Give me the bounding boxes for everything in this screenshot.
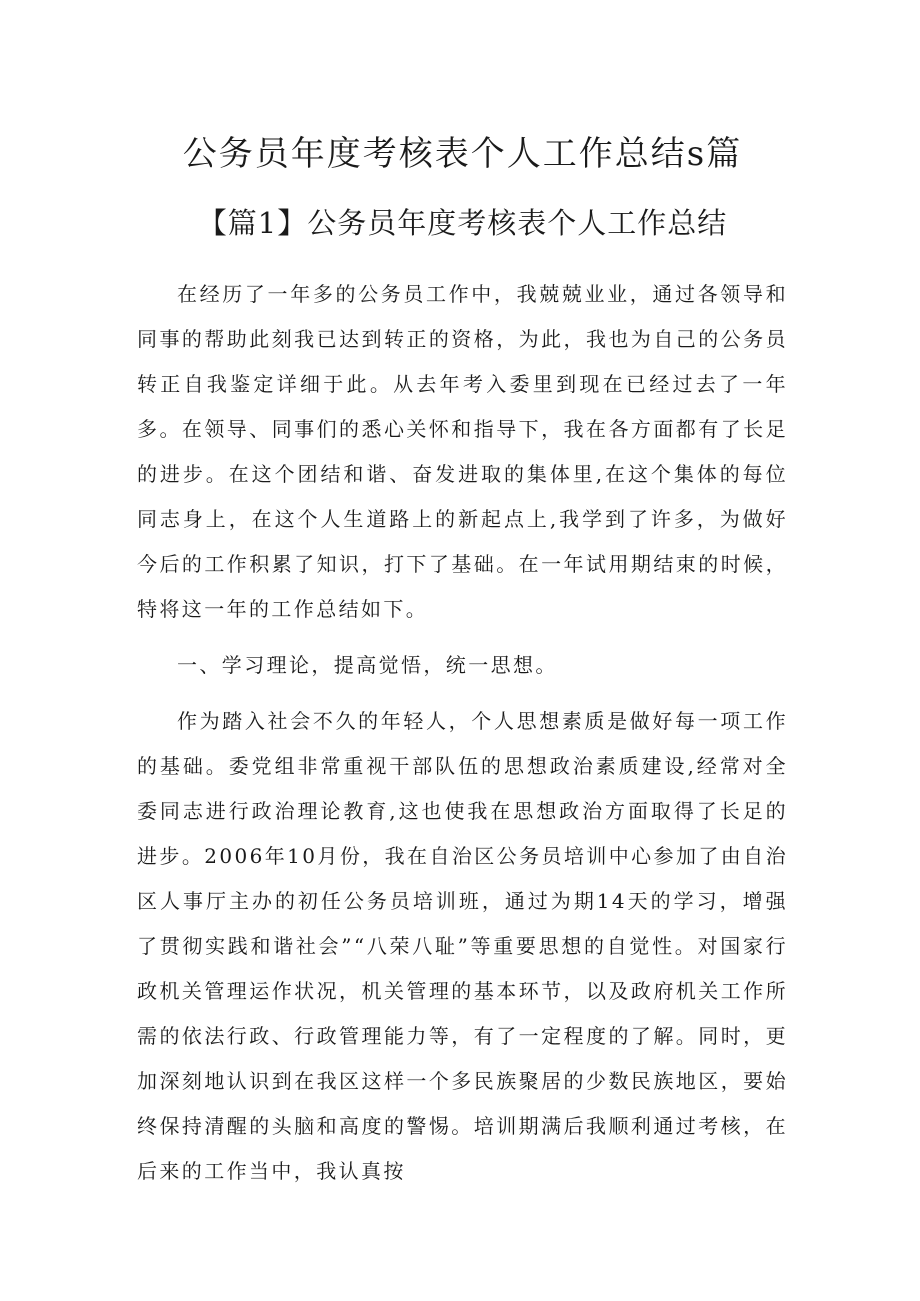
paragraph-intro: 在经历了一年多的公务员工作中，我兢兢业业，通过各领导和同事的帮助此刻我已达到转正的资格，为此，我也为自己的公务员转正自我鉴定详细于此。从去年考入委里到现在已经过去了一年多。在领导、同事们的悉心关怀和指导下，我在各方面都有了长足的进步。在这个团结和谐、奋发进取的集体里,在这个集体的每位同志身上，在这个人生道路上的新起点上,我学到了许多，为做好今后的工作积累了知识，打下了基础。在一年试用期结束的时候，特将这一年的工作总结如下。: [137, 282, 788, 621]
paragraph-study-theory: 作为踏入社会不久的年轻人，个人思想素质是做好每一项工作的基础。委党组非常重视干部队伍的思想政治素质建设,经常对全委同志进行政治理论教育,这也使我在思想政治方面取得了长足的进步。2006年10月份，我在自治区公务员培训中心参加了由自治区人事厅主办的初任公务员培训班，通过为期14天的学习，增强了贯彻实践和谐社会”“八荣八耻”等重要思想的自觉性。对国家行政机关管理运作状况，机关管理的基本环节，以及政府机关工作所需的依法行政、行政管理能力等，有了一定程度的了解。同时，更加深刻地认识到在我区这样一个多民族聚居的少数民族地区，要始终保持清醒的头脑和高度的警惕。培训期满后我顺利通过考核，在后来的工作当中，我认真按: [137, 709, 788, 1183]
section-title: 【篇1】公务员年度考核表个人工作总结: [197, 206, 728, 240]
subheading-study-theory: 一、学习理论，提高觉悟，统一思想。: [177, 653, 558, 677]
document-title: 公务员年度考核表个人工作总结s篇: [182, 134, 743, 174]
